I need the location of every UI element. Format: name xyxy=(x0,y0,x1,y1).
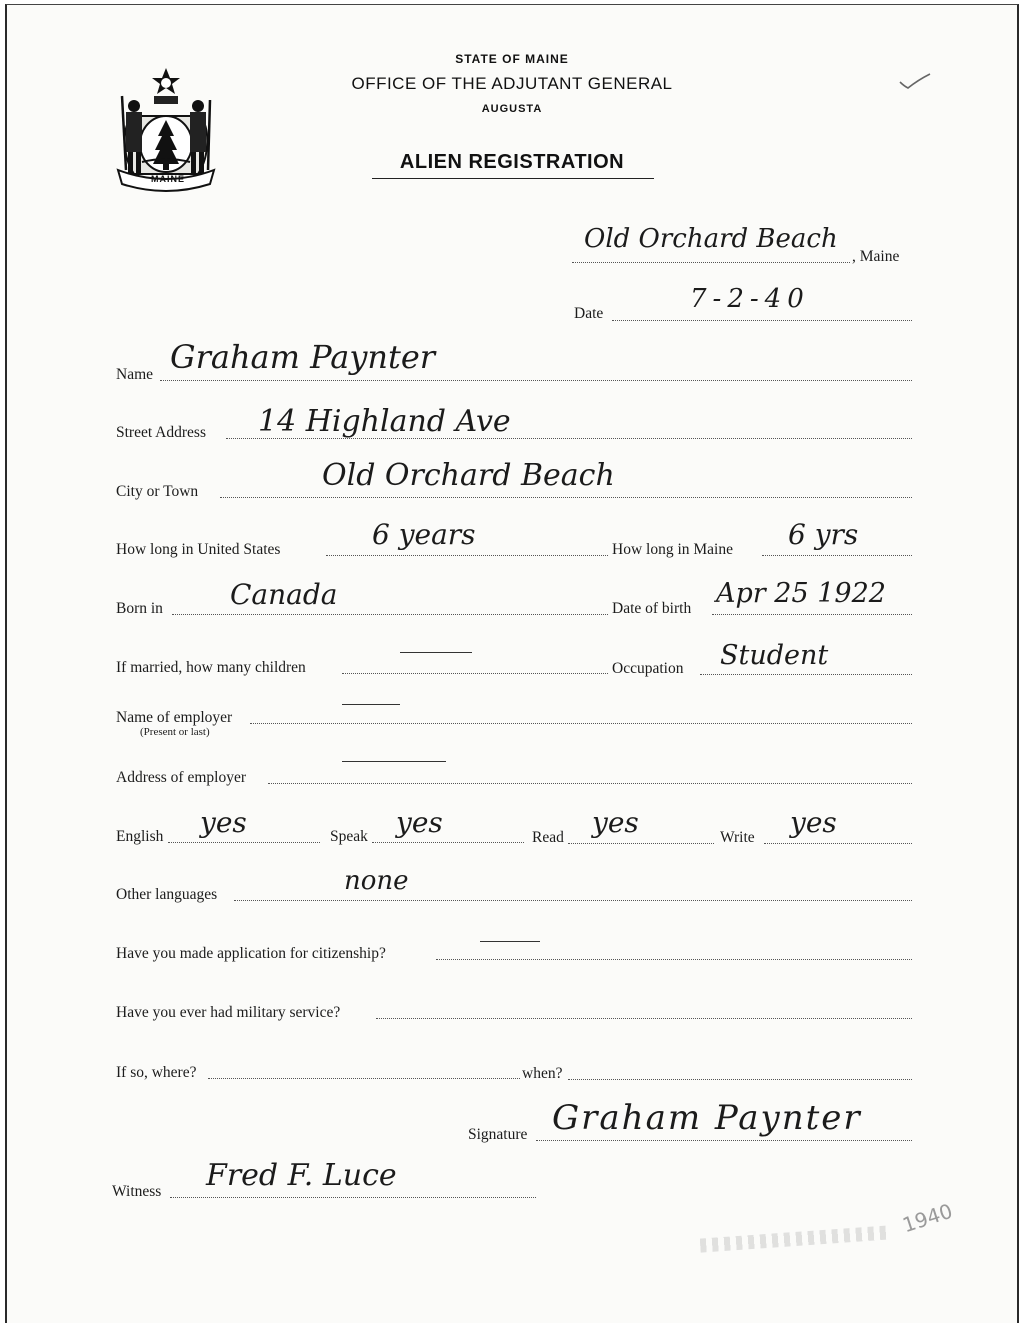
where-line xyxy=(208,1078,520,1079)
children-label: If married, how many children xyxy=(116,659,306,676)
seal-banner-text: MAINE xyxy=(151,174,185,184)
speak-label: Speak xyxy=(330,828,368,845)
place-value: Old Orchard Beach xyxy=(584,224,838,254)
title-underline xyxy=(372,178,654,179)
born-in-label: Born in xyxy=(116,600,163,617)
how-long-maine-label: How long in Maine xyxy=(612,541,733,558)
military-label: Have you ever had military service? xyxy=(116,1004,341,1021)
citizenship-label: Have you made application for citizenship? xyxy=(116,945,386,962)
read-line xyxy=(568,843,714,844)
signature-label: Signature xyxy=(468,1126,528,1143)
other-languages-value: none xyxy=(344,866,409,896)
signature-line xyxy=(536,1140,912,1141)
occupation-label: Occupation xyxy=(612,660,684,677)
occupation-value: Student xyxy=(720,640,829,671)
speak-value: yes xyxy=(396,806,443,839)
other-languages-label: Other languages xyxy=(116,886,218,903)
military-line xyxy=(376,1018,912,1019)
date-label: Date xyxy=(574,305,604,322)
other-languages-line xyxy=(234,900,912,901)
how-long-us-line xyxy=(326,555,608,556)
children-line xyxy=(342,673,608,674)
street-value: 14 Highland Ave xyxy=(258,404,511,439)
speak-line xyxy=(372,842,524,843)
date-of-birth-line xyxy=(712,614,912,615)
how-long-maine-value: 6 yrs xyxy=(788,518,859,551)
write-label: Write xyxy=(720,829,755,846)
city-town-line xyxy=(220,497,912,498)
page-title: ALIEN REGISTRATION xyxy=(399,151,625,173)
employer-note: (Present or last) xyxy=(140,726,210,738)
how-long-us-label: How long in United States xyxy=(116,541,281,558)
city-town-value: Old Orchard Beach xyxy=(322,458,615,493)
write-line xyxy=(764,843,912,844)
witness-line xyxy=(170,1197,536,1198)
born-in-line xyxy=(172,614,608,615)
date-of-birth-value: Apr 25 1922 xyxy=(716,578,886,609)
check-mark-icon xyxy=(898,72,932,92)
employer-dash xyxy=(342,704,400,705)
children-dash xyxy=(400,652,472,653)
maine-label: , Maine xyxy=(852,248,900,265)
date-line xyxy=(612,320,912,321)
read-label: Read xyxy=(532,829,564,846)
received-stamp-date: 1940 xyxy=(899,1198,956,1238)
witness-value: Fred F. Luce xyxy=(206,1158,397,1193)
born-in-value: Canada xyxy=(230,578,338,611)
name-label: Name xyxy=(116,366,154,383)
name-value: Graham Paynter xyxy=(170,338,436,376)
city-town-label: City or Town xyxy=(116,483,199,500)
read-value: yes xyxy=(592,806,639,839)
english-line xyxy=(168,842,320,843)
occupation-line xyxy=(700,674,912,675)
date-of-birth-label: Date of birth xyxy=(612,600,692,617)
employer-address-line xyxy=(268,783,912,784)
where-label: If so, where? xyxy=(116,1064,197,1081)
how-long-maine-line xyxy=(762,555,912,556)
employer-line xyxy=(250,723,912,724)
when-line xyxy=(568,1079,912,1080)
signature-value: Graham Paynter xyxy=(552,1098,862,1138)
how-long-us-value: 6 years xyxy=(372,518,476,551)
header-state: STATE OF MAINE xyxy=(455,52,569,66)
header-city: AUGUSTA xyxy=(481,103,543,115)
english-value: yes xyxy=(200,806,247,839)
write-value: yes xyxy=(790,806,837,839)
employer-address-dash xyxy=(342,761,446,762)
street-label: Street Address xyxy=(116,424,206,441)
citizenship-dash xyxy=(480,941,540,942)
header-office: OFFICE OF THE ADJUTANT GENERAL xyxy=(351,74,673,93)
place-line xyxy=(572,262,850,263)
name-line xyxy=(160,380,912,381)
when-label: when? xyxy=(522,1065,563,1082)
date-value: 7-2-40 xyxy=(690,284,810,314)
english-label: English xyxy=(116,828,164,845)
employer-address-label: Address of employer xyxy=(116,769,246,786)
employer-label: Name of employer xyxy=(116,709,233,726)
citizenship-line xyxy=(436,959,912,960)
witness-label: Witness xyxy=(112,1183,162,1200)
